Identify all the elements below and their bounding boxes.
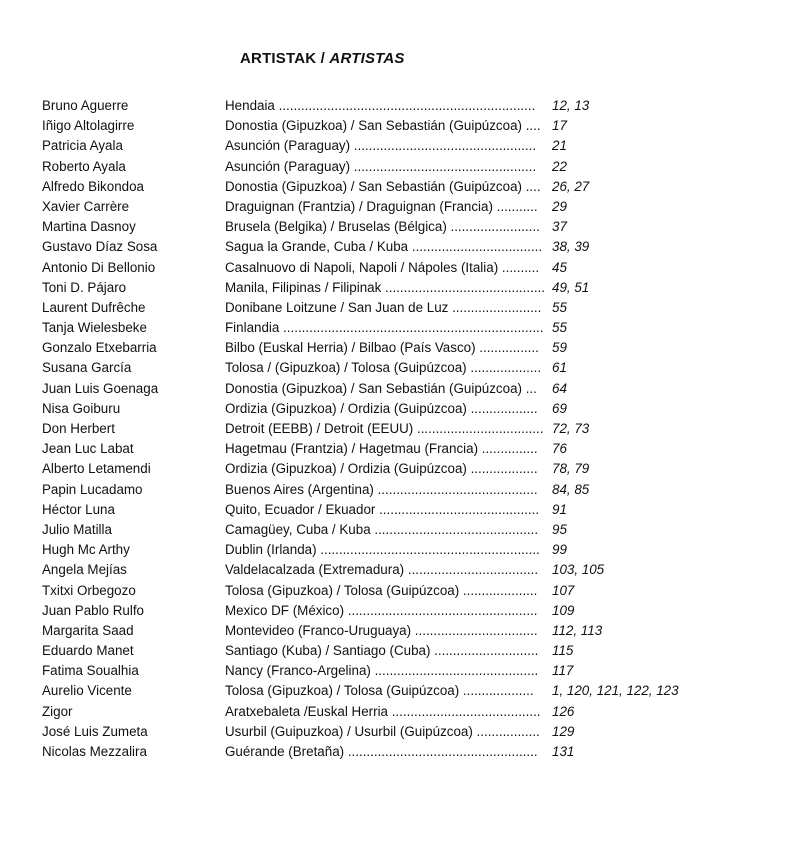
- list-item: [42, 601, 742, 621]
- artist-location: Asunción (Paraguay) .................................................: [225, 158, 537, 174]
- page-title-spanish: ARTISTAS: [329, 50, 405, 67]
- list-item: [42, 681, 742, 701]
- list-item: [42, 742, 742, 762]
- page-numbers: 21: [552, 138, 567, 154]
- artist-name: Nisa Goiburu: [42, 400, 121, 416]
- artist-location: Asunción (Paraguay) .................................................: [225, 138, 537, 154]
- artist-location: Usurbil (Guipuzkoa) / Usurbil (Guipúzcoa) .................: [225, 723, 540, 739]
- artist-name: Eduardo Manet: [42, 643, 134, 659]
- artist-name: Antonio Di Bellonio: [42, 259, 156, 275]
- artist-name: Angela Mejías: [42, 562, 127, 578]
- artist-location: Guérande (Bretaña) ...................................................: [225, 744, 538, 759]
- artist-location: Camagüey, Cuba / Kuba ............................................: [225, 521, 539, 537]
- page-numbers: 22: [552, 158, 567, 174]
- artist-name: Tanja Wielesbeke: [42, 320, 147, 336]
- artist-name: Zigor: [42, 703, 73, 719]
- artist-location: Donostia (Gipuzkoa) / San Sebastián (Guipúzcoa) ....: [225, 178, 541, 194]
- artist-location: Aratxebaleta /Euskal Herria ........................................: [225, 703, 541, 719]
- list-item: [42, 540, 742, 560]
- artist-location: Donostia (Gipuzkoa) / San Sebastián (Guipúzcoa) ...: [225, 380, 537, 396]
- page-numbers: 131: [552, 744, 575, 759]
- list-item: [42, 621, 742, 641]
- page-numbers: 49, 51: [552, 279, 590, 295]
- list-item: [42, 399, 742, 419]
- artist-location: Manila, Filipinas / Filipinak ...........................................: [225, 279, 545, 295]
- artist-name: Hugh Mc Arthy: [42, 542, 130, 558]
- page-numbers: 95: [552, 521, 567, 537]
- artist-name: Gustavo Díaz Sosa: [42, 239, 158, 255]
- list-item: [42, 480, 742, 500]
- artist-location: Hagetmau (Frantzia) / Hagetmau (Francia) ...............: [225, 441, 538, 457]
- page-numbers: 91: [552, 501, 567, 517]
- list-item: [42, 197, 742, 217]
- page-numbers: 107: [552, 582, 575, 598]
- list-item: [42, 318, 742, 338]
- artist-location: Quito, Ecuador / Ekuador ...........................................: [225, 501, 540, 517]
- artist-location: Santiago (Kuba) / Santiago (Cuba) ............................: [225, 643, 539, 659]
- page-numbers: 37: [552, 219, 567, 235]
- list-item: [42, 338, 742, 358]
- artist-name: José Luis Zumeta: [42, 723, 148, 739]
- artist-name: Bruno Aguerre: [42, 98, 129, 113]
- artist-location: Tolosa / (Gipuzkoa) / Tolosa (Guipúzcoa) ...................: [225, 360, 542, 376]
- page-numbers: 117: [552, 663, 574, 679]
- page-title: [240, 50, 405, 67]
- artist-location: Valdelacalzada (Extremadura) ...................................: [225, 562, 539, 578]
- page-numbers: 12, 13: [552, 98, 590, 113]
- page-numbers: 78, 79: [552, 461, 590, 477]
- artist-name: Juan Luis Goenaga: [42, 380, 159, 396]
- artist-name: Xavier Carrère: [42, 198, 130, 214]
- list-item: [42, 581, 742, 601]
- artist-name: Susana García: [42, 360, 132, 376]
- artist-location: Detroit (EEBB) / Detroit (EEUU) ..................................: [225, 421, 544, 436]
- artist-location: Bilbo (Euskal Herria) / Bilbao (País Vasco) ................: [225, 340, 539, 356]
- page-numbers: 112, 113: [552, 622, 603, 638]
- list-item: [42, 136, 742, 156]
- list-item: [42, 278, 742, 298]
- list-item: [42, 439, 742, 459]
- list-item: [42, 500, 742, 520]
- page-numbers: 69: [552, 400, 567, 416]
- list-item: [42, 641, 742, 661]
- page-numbers: 99: [552, 542, 567, 558]
- artist-location: Montevideo (Franco-Uruguaya) .................................: [225, 622, 538, 638]
- artist-name: Fatima Soualhia: [42, 663, 139, 679]
- list-item: [42, 459, 742, 479]
- artist-name: Patricia Ayala: [42, 138, 123, 154]
- page-numbers: 129: [552, 723, 575, 739]
- list-item: [42, 560, 742, 580]
- artist-name: Toni D. Pájaro: [42, 279, 127, 295]
- page-numbers: 1, 120, 121, 122, 123: [552, 683, 679, 699]
- list-item: [42, 96, 742, 116]
- artist-location: Sagua la Grande, Cuba / Kuba ...................................: [225, 239, 543, 255]
- artist-name: Julio Matilla: [42, 521, 112, 537]
- artist-location: Draguignan (Frantzia) / Draguignan (Francia) ...........: [225, 198, 538, 214]
- artist-location: Ordizia (Gipuzkoa) / Ordizia (Guipúzcoa) ..................: [225, 400, 538, 416]
- page-numbers: 115: [552, 643, 574, 659]
- page-numbers: 17: [552, 118, 567, 134]
- page-numbers: 84, 85: [552, 481, 590, 497]
- artist-name: Papin Lucadamo: [42, 481, 143, 497]
- page-numbers: 59: [552, 340, 567, 356]
- artist-location: Buenos Aires (Argentina) ...........................................: [225, 481, 538, 497]
- page-numbers: 76: [552, 441, 567, 457]
- artist-name: Alberto Letamendi: [42, 461, 151, 477]
- artist-location: Mexico DF (México) ...................................................: [225, 602, 538, 618]
- list-item: [42, 358, 742, 378]
- artist-index-list: [42, 96, 742, 762]
- artist-name: Iñigo Altolagirre: [42, 118, 135, 134]
- list-item: [42, 217, 742, 237]
- page-numbers: 61: [552, 360, 567, 376]
- list-item: [42, 419, 742, 439]
- page-numbers: 38, 39: [552, 239, 590, 255]
- list-item: [42, 298, 742, 318]
- page-numbers: 55: [552, 320, 567, 336]
- list-item: [42, 661, 742, 681]
- artist-location: Dublin (Irlanda) ...........................................................: [225, 542, 540, 558]
- list-item: [42, 237, 742, 257]
- page-numbers: 26, 27: [552, 178, 590, 194]
- artist-name: Gonzalo Etxebarria: [42, 340, 157, 356]
- artist-name: Nicolas Mezzalira: [42, 744, 147, 759]
- artist-name: Juan Pablo Rulfo: [42, 602, 144, 618]
- page-numbers: 45: [552, 259, 567, 275]
- artist-location: Donostia (Gipuzkoa) / San Sebastián (Guipúzcoa) ....: [225, 118, 541, 134]
- list-item: [42, 722, 742, 742]
- list-item: [42, 258, 742, 278]
- page-title-basque: ARTISTAK /: [240, 50, 330, 67]
- artist-location: Tolosa (Gipuzkoa) / Tolosa (Guipúzcoa) ...................: [225, 683, 534, 699]
- artist-name: Héctor Luna: [42, 501, 115, 517]
- page-numbers: 103, 105: [552, 562, 605, 578]
- list-item: [42, 157, 742, 177]
- artist-name: Alfredo Bikondoa: [42, 178, 144, 194]
- page-numbers: 55: [552, 299, 567, 315]
- list-item: [42, 379, 742, 399]
- page-numbers: 64: [552, 380, 567, 396]
- list-item: [42, 177, 742, 197]
- artist-location: Brusela (Belgika) / Bruselas (Bélgica) ........................: [225, 219, 540, 235]
- artist-location: Nancy (Franco-Argelina) ............................................: [225, 663, 539, 679]
- page-numbers: 109: [552, 602, 575, 618]
- artist-name: Roberto Ayala: [42, 158, 126, 174]
- page-numbers: 29: [552, 198, 567, 214]
- list-item: [42, 702, 742, 722]
- artist-name: Txitxi Orbegozo: [42, 582, 136, 598]
- artist-name: Martina Dasnoy: [42, 219, 136, 235]
- artist-location: Hendaia .....................................................................: [225, 98, 536, 113]
- artist-name: Margarita Saad: [42, 622, 134, 638]
- artist-location: Casalnuovo di Napoli, Napoli / Nápoles (Italia) ..........: [225, 259, 540, 275]
- artist-name: Jean Luc Labat: [42, 441, 134, 457]
- artist-location: Ordizia (Gipuzkoa) / Ordizia (Guipúzcoa) ..................: [225, 461, 538, 477]
- artist-name: Don Herbert: [42, 421, 115, 436]
- list-item: [42, 520, 742, 540]
- artist-name: Laurent Dufrêche: [42, 299, 146, 315]
- artist-location: Tolosa (Gipuzkoa) / Tolosa (Guipúzcoa) ....................: [225, 582, 538, 598]
- artist-location: Finlandia ......................................................................: [225, 320, 544, 336]
- artist-name: Aurelio Vicente: [42, 683, 132, 699]
- page-numbers: 72, 73: [552, 421, 590, 436]
- page-numbers: 126: [552, 703, 575, 719]
- artist-location: Donibane Loitzune / San Juan de Luz ........................: [225, 299, 542, 315]
- list-item: [42, 116, 742, 136]
